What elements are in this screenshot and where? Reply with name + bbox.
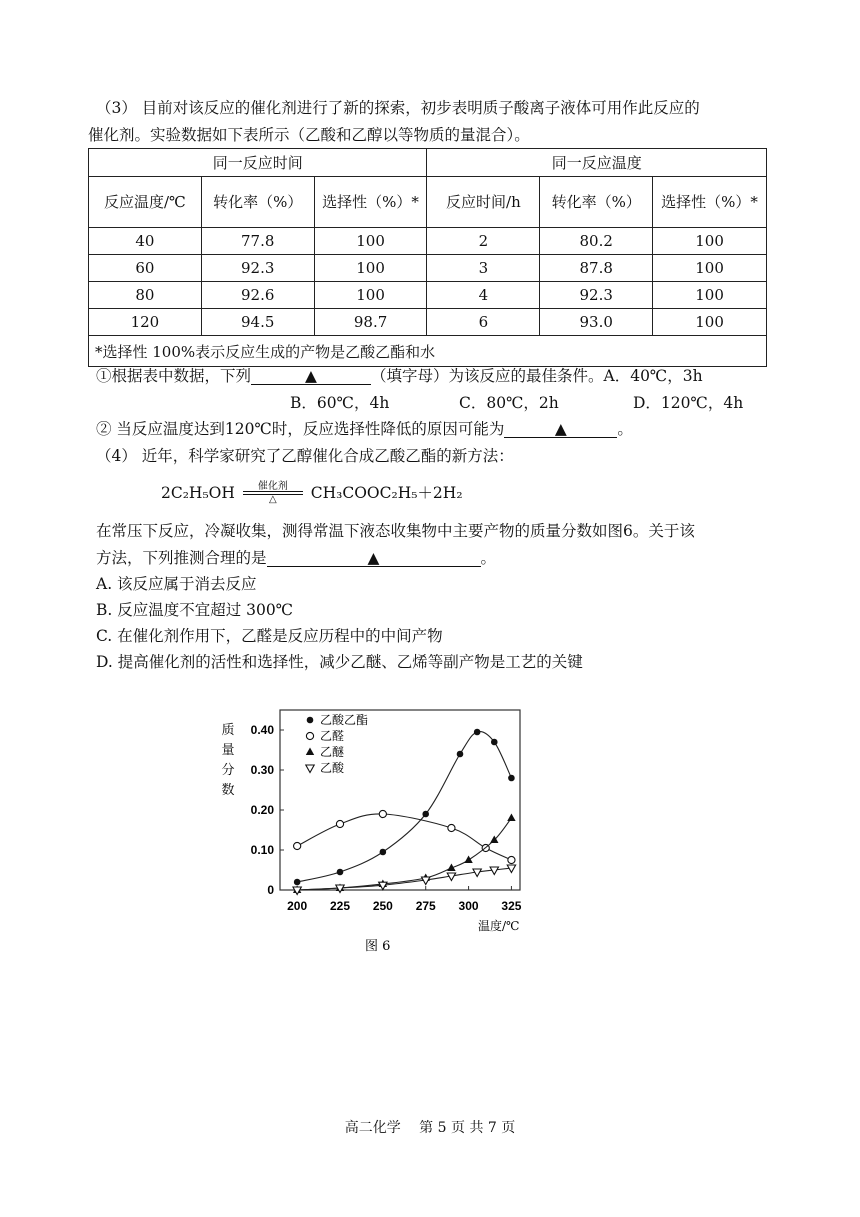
table-cell: 2 [427,228,540,255]
legend-marker [306,748,314,756]
q4-desc2-b: 。 [480,549,497,567]
q4-option-d: D. 提高催化剂的活性和选择性，减少乙醚、乙烯等副产物是工艺的关键 [96,653,583,671]
data-point [448,824,455,831]
data-point [507,814,515,822]
data-point [379,810,386,817]
table-cell: 40 [89,228,202,255]
x-tick-label: 225 [329,899,351,913]
legend-label: 乙醚 [320,745,345,759]
option-c: C．80℃，2h [459,394,559,412]
x-tick-label: 275 [415,899,436,913]
x-tick-label: 300 [458,899,479,913]
column-header: 反应时间/h [427,177,540,228]
table-cell: 100 [653,228,767,255]
table-cell: 6 [427,309,540,336]
y-tick-label: 0.30 [250,763,274,777]
table-cell: 60 [89,255,202,282]
table-row [89,309,767,336]
q3-1-text-a: ①根据表中数据，下列 [96,367,252,385]
data-table [88,148,767,367]
data-point [380,849,387,856]
q4-option-c: C. 在催化剂作用下，乙醛是反应历程中的中间产物 [96,627,443,645]
x-tick-label: 200 [287,899,308,913]
x-tick-label: 250 [372,899,393,913]
q4-intro: （4） 近年，科学家研究了乙醇催化合成乙酸乙酯的新方法： [96,447,514,465]
table-cell: 77.8 [201,228,314,255]
option-b: B．60℃，4h [290,394,390,412]
chemical-equation [161,481,463,503]
figure-caption: 图 6 [365,939,391,954]
column-header: 反应温度/℃ [89,177,202,228]
table-cell: 80.2 [540,228,653,255]
y-tick-label: 0.10 [250,843,274,857]
q3-2-text-a: ② 当反应温度达到120℃时，反应选择性降低的原因可能为 [96,420,505,438]
data-point [294,879,301,886]
legend-marker [307,717,314,724]
option-d: D．120℃，4h [633,394,744,412]
answer-mark-2: ▲ [554,420,567,438]
group-header-temp: 同一反应温度 [427,149,767,177]
table-note: *选择性 100%表示反应生成的产物是乙酸乙酯和水 [89,336,767,367]
q3-2-text-b: 。 [617,420,633,438]
table-cell: 94.5 [201,309,314,336]
legend-label: 乙酸乙酯 [320,713,369,727]
answer-mark-3: ▲ [367,549,380,567]
x-tick-label: 325 [501,899,522,913]
data-point [491,739,498,746]
answer-blank-3[interactable] [267,550,481,567]
q3-1-line [96,364,703,386]
data-point [508,856,515,863]
y-axis-label-char: 量 [221,743,235,758]
eq-cond-bottom: △ [268,494,277,505]
column-header: 转化率（%） [540,177,653,228]
q4-desc-line1: 在常压下反应，冷凝收集，测得常温下液态收集物中主要产物的质量分数如图6。关于该 [96,522,695,540]
data-point [422,811,429,818]
page-footer: 高二化学 第 5 页 共 7 页 [344,1120,516,1136]
eq-right: CH₃COOC₂H₅＋2H₂ [310,484,463,502]
table-cell: 98.7 [314,309,427,336]
q3-2-line [96,417,633,439]
table-cell: 100 [653,255,767,282]
column-header: 选择性（%）* [314,177,427,228]
table-cell: 87.8 [540,255,653,282]
y-tick-label: 0.20 [250,803,274,817]
table-row [89,228,767,255]
table-cell: 92.3 [201,255,314,282]
answer-blank-2[interactable] [504,421,617,438]
q4-option-a: A. 该反应属于消去反应 [96,575,257,593]
table-cell: 120 [89,309,202,336]
table-cell: 100 [314,228,427,255]
q3-intro-line1: （3） 目前对该反应的催化剂进行了新的探索，初步表明质子酸离子液体可用作此反应的 [96,99,700,117]
x-axis-label: 温度/℃ [478,919,520,933]
table-cell: 92.6 [201,282,314,309]
table-cell: 100 [314,282,427,309]
eq-left: 2C₂H₅OH [161,484,235,502]
data-point [337,869,344,876]
legend-marker [306,765,314,773]
table-cell: 3 [427,255,540,282]
data-point [294,842,301,849]
table-row [89,282,767,309]
data-point [508,775,515,782]
legend-label: 乙酸 [320,761,345,775]
y-tick-label: 0 [267,883,274,897]
data-point [336,885,344,893]
data-point [457,751,464,758]
q4-option-b: B. 反应温度不宜超过 300℃ [96,601,294,619]
plot-frame [280,710,520,890]
data-point [336,820,343,827]
y-tick-label: 0.40 [250,723,274,737]
column-header: 转化率（%） [201,177,314,228]
figure-6-chart [200,700,540,960]
q3-intro-line2: 催化剂。实验数据如下表所示（乙酸和乙醇以等物质的量混合）。 [88,126,530,144]
table-cell: 4 [427,282,540,309]
q4-desc-line2 [96,546,496,568]
y-axis-label-char: 数 [221,783,235,798]
answer-blank-1[interactable] [251,368,371,385]
table-cell: 100 [314,255,427,282]
q3-1-text-b: （填字母）为该反应的最佳条件。A．40℃，3h [371,367,703,385]
eq-cond-top: 催化剂 [257,481,288,492]
column-header: 选择性（%）* [653,177,767,228]
legend-label: 乙醛 [320,729,345,743]
answer-mark-1: ▲ [305,367,317,385]
legend-marker [306,732,313,739]
table-cell: 100 [653,309,767,336]
y-axis-label-char: 质 [221,723,235,738]
table-cell: 93.0 [540,309,653,336]
eq-arrow [243,481,303,505]
table-cell: 92.3 [540,282,653,309]
table-cell: 80 [89,282,202,309]
group-header-time: 同一反应时间 [89,149,427,177]
data-point [474,729,481,736]
y-axis-label-char: 分 [221,763,235,778]
table-cell: 100 [653,282,767,309]
table-row [89,255,767,282]
data-point [464,856,472,864]
q4-desc2-a: 方法，下列推测合理的是 [96,549,267,567]
